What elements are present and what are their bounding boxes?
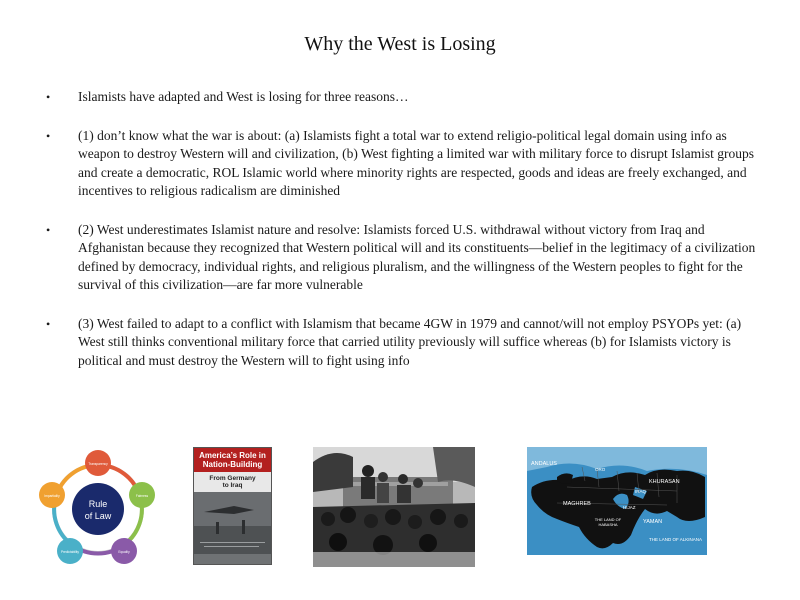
bullet-text: (2) West underestimates Islamist nature and resolve: Islamists forced U.S. withdrawal without victory from Iraq and Afghanistan because they recognized that Western political will and its constituents—belief in the legitimacy of a civilization defined by democracy, individual rights, and religious pluralism, and the willingness of the Western peoples to fight for the survival of this civilization—are far more vulnerable [78,221,756,292]
book-title [194,448,271,472]
bullet-item [46,88,756,107]
map-label: IRAQ [635,489,647,494]
book-cover-art [194,492,271,554]
diagram-node-label: Fairness [135,494,149,498]
rule-of-law-diagram [36,449,161,567]
book-subtitle [194,472,271,492]
diagram-center-label: of Law [84,511,112,521]
crowd-photo [313,447,475,567]
map-label: THE LAND OF HABASHA [594,517,622,527]
map-label: YAMAN [643,519,663,525]
book-cover-image [193,447,272,565]
book-subtitle-line: to Iraq [222,482,243,489]
diagram-node-label: Predictability [60,550,80,554]
diagram-node-label: Equality [118,550,130,554]
bullet-marker: • [46,128,51,143]
bullet-item [46,127,756,201]
diagram-center-label: Rule [88,499,108,509]
bullet-text: Islamists have adapted and West is losing for three reasons… [78,89,409,104]
map-label: HIJAZ [623,505,636,510]
diagram-node-label: Impartiality [44,494,60,498]
book-subtitle-line: From Germany [209,475,256,482]
caliphate-map-image [527,447,707,555]
bullet-marker: • [46,90,51,104]
bullet-list [46,88,756,390]
diagram-node-label: Transparency [88,462,108,466]
map-label: ANDALUS [531,461,557,467]
bullet-text: (1) don’t know what the war is about: (a) Islamists fight a total war to extend religio-political legal domain using info as weapon to destroy Western will and civilization, (b) West fighting a limited war with military force to disrupt Islamist groups and create a democratic, ROL Islamic world where minority rights are respected, goods and ideas are freely exchanged, and incentives to religious radicalism are diminished [78,127,754,198]
map-label: THE LAND OF ALKINANA [649,537,703,542]
bullet-marker: • [46,222,51,237]
bullet-marker: • [46,316,51,331]
map-label: KHURASAN [649,479,680,485]
map-label: MAGHREB [563,501,591,507]
map-label: ORO [595,467,606,472]
book-title-line: America’s Role in [199,451,266,460]
bullet-item [46,315,756,371]
bullet-text: (3) West failed to adapt to a conflict with Islamism that became 4GW in 1979 and cannot/will not employ PSYOPs yet: (a) West still thinks conventional military force that carried utility previously will suffice whereas (b) for Islamists victory is political and must destroy the Western will to fight using info [78,315,742,368]
diagram-center [72,483,124,535]
bullet-item [46,221,756,295]
book-title-line: Nation-Building [202,460,263,469]
page-title: Why the West is Losing [304,33,496,55]
